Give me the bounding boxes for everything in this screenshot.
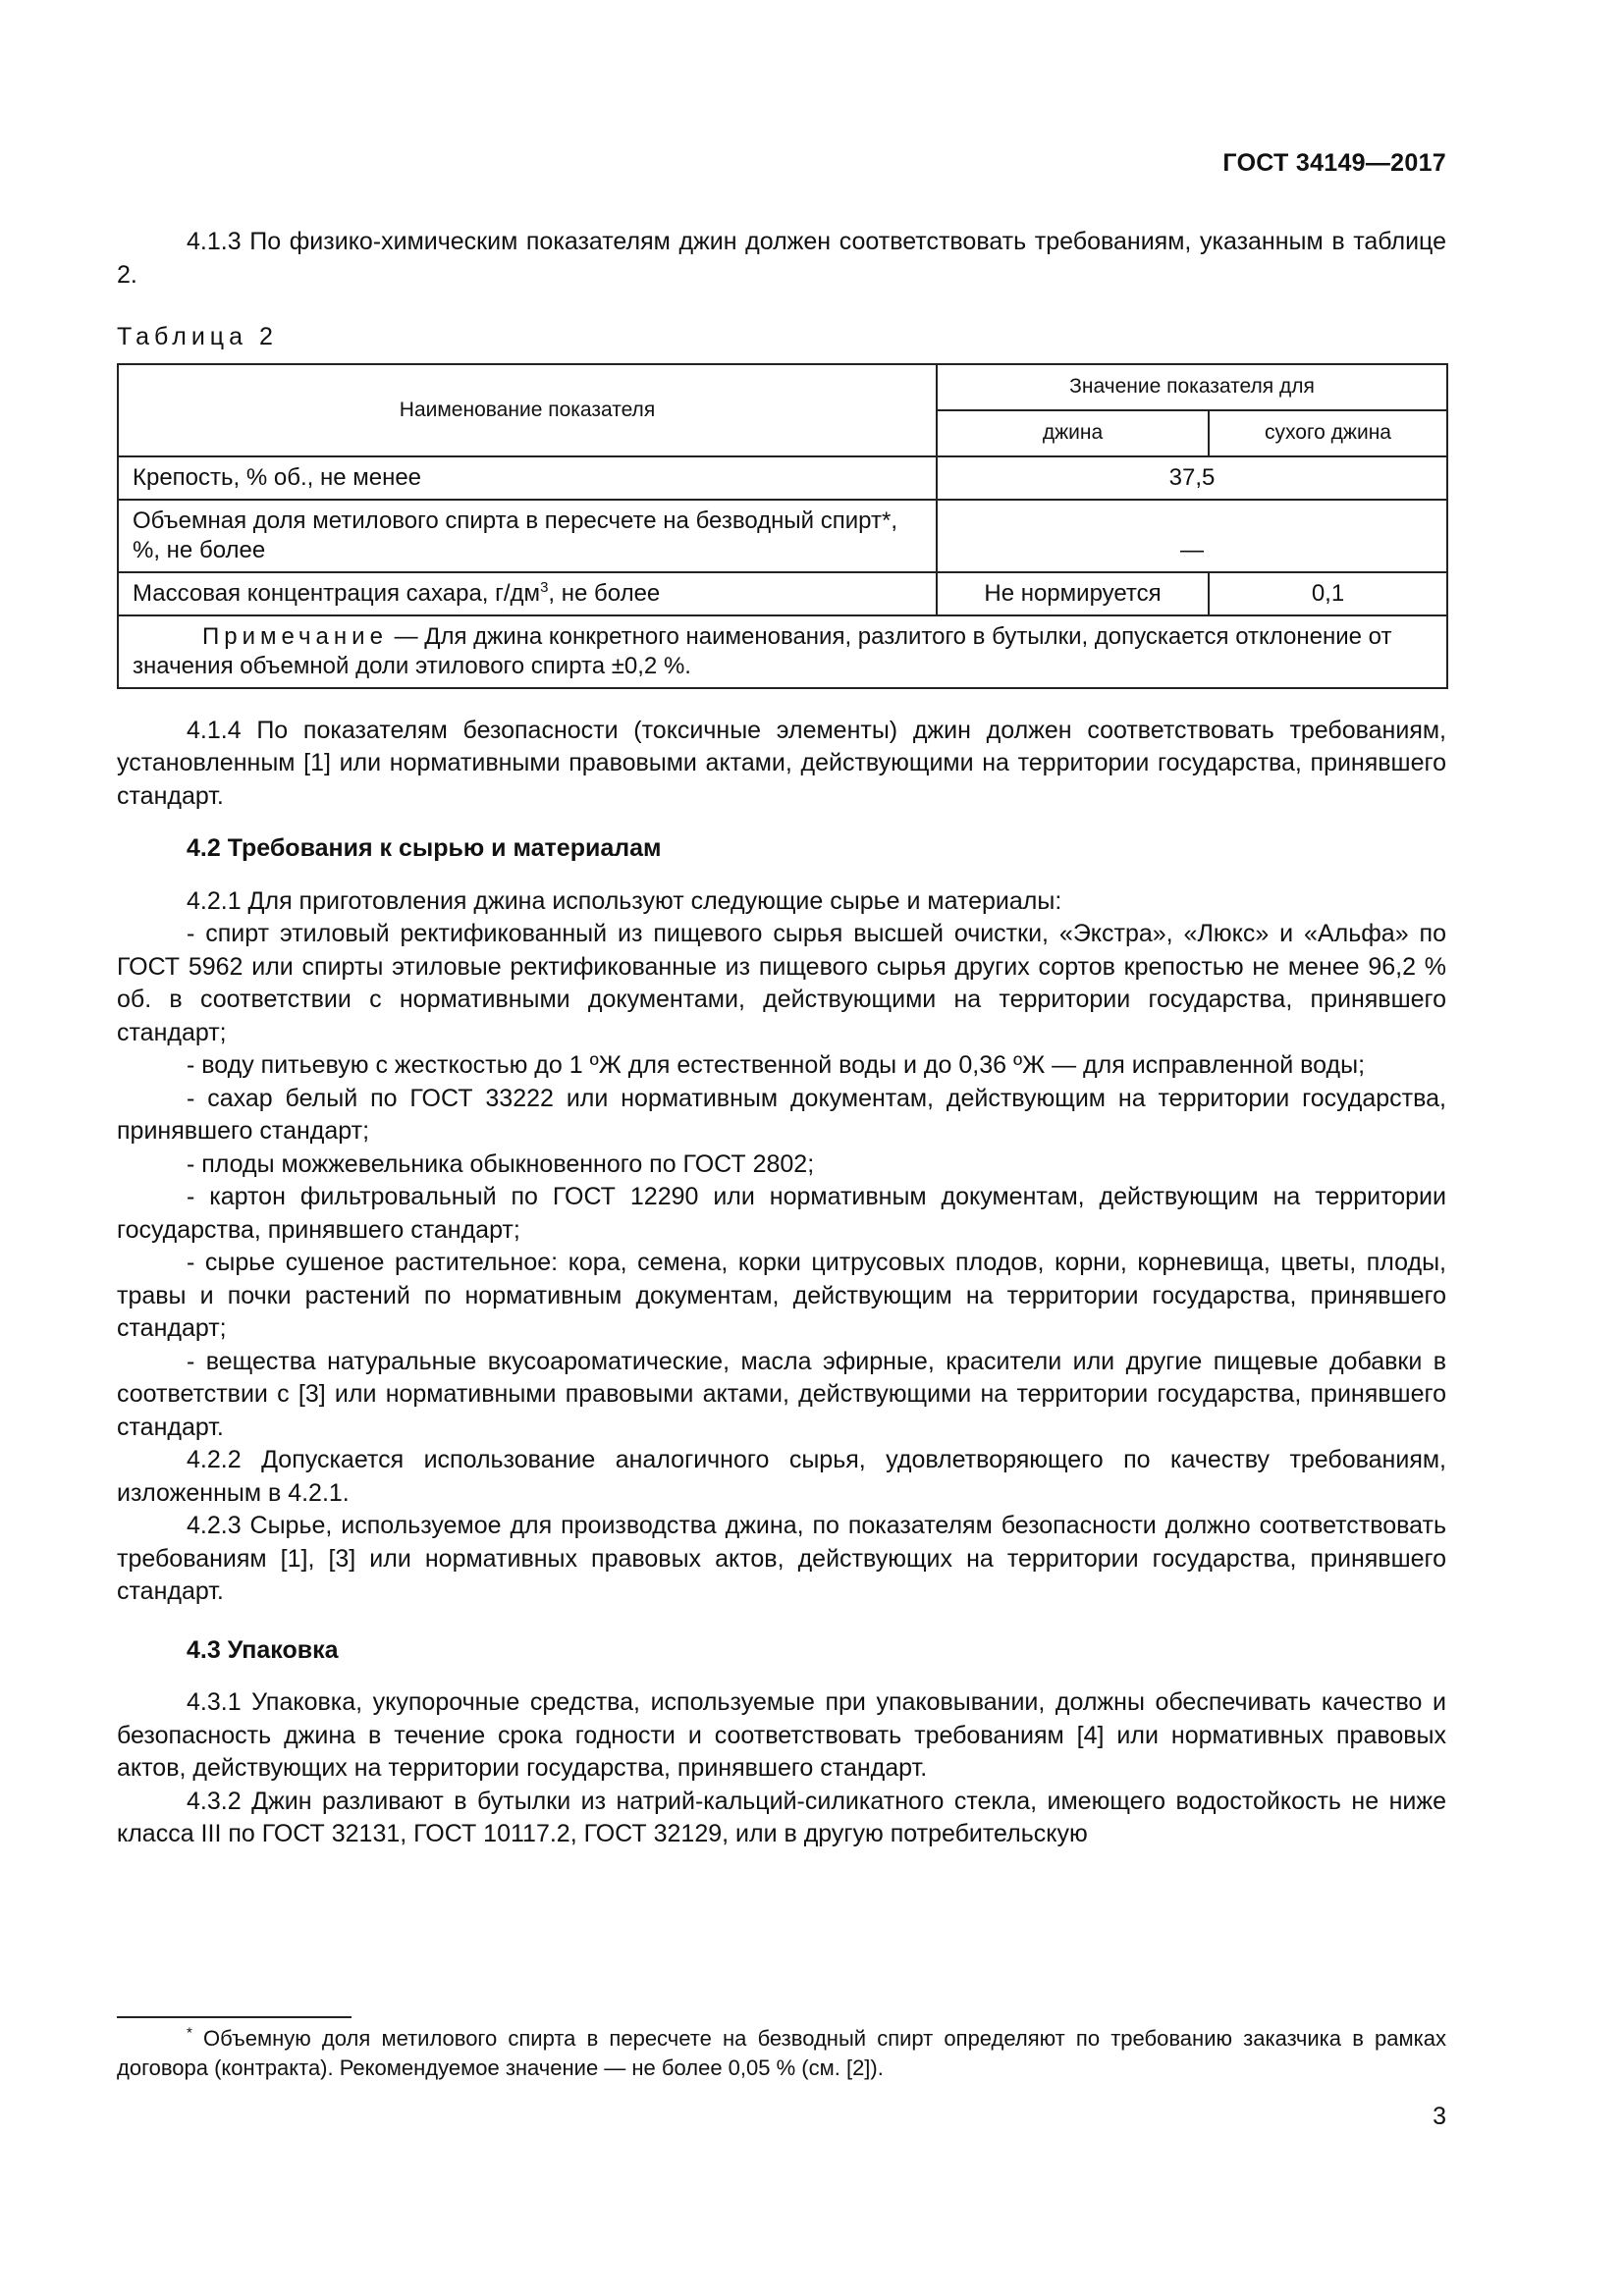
- footnote-text: Объемную доля метилового спирта в пересчете на безводный спирт определяют по требованию заказчика в рамках договора (контракта). Рекомендуемое значение — не более 0,05 % (см. [2]).: [117, 2026, 1446, 2080]
- table-header-row: [118, 364, 1447, 410]
- document-header: ГОСТ 34149—2017: [1222, 149, 1446, 177]
- header-dry-gin: сухого джина: [1209, 410, 1447, 456]
- row-methanol-name: Объемная доля метилового спирта в пересчете на безводный спирт*, %, не более: [118, 500, 937, 572]
- table-row: [118, 572, 1447, 615]
- row-strength-value: 37,5: [937, 456, 1447, 500]
- row-methanol-value: —: [937, 500, 1447, 572]
- row-sugar-name: [118, 572, 937, 615]
- section-heading-4-2: 4.2 Требования к сырью и материалам: [187, 834, 662, 862]
- row-sugar-name-tail: , не более: [548, 579, 661, 607]
- list-item: - плоды можжевельника обыкновенного по ГОСТ 2802;: [187, 1149, 815, 1178]
- paragraph-4-2-3: 4.2.3 Сырье, используемое для производства джина, по показателям безопасности должно соответствовать требованиям [1], [3] или нормативных правовых актов, действующих на территории государства, принявшего стандарт.: [117, 1512, 1446, 1605]
- list-item: - сахар белый по ГОСТ 33222 или нормативным документам, действующим на территории государства, принявшего стандарт;: [117, 1084, 1446, 1145]
- section-heading-4-3: 4.3 Упаковка: [187, 1635, 339, 1664]
- footnote-mark: *: [187, 2024, 192, 2042]
- table-note: [118, 615, 1447, 688]
- table-2: [117, 363, 1448, 689]
- paragraph-4-1-4: 4.1.4 По показателям безопасности (токсичные элементы) джин должен соответствовать требованиям, установленным [1] или нормативными правовыми актами, действующими на территории государства, принявшего стандарт.: [117, 716, 1446, 810]
- paragraph-4-2-1: 4.2.1 Для приготовления джина используют следующие сырье и материалы:: [187, 886, 1062, 915]
- header-indicator-name: Наименование показателя: [118, 364, 937, 456]
- page-number: 3: [1433, 2103, 1446, 2130]
- table-row: [118, 500, 1447, 572]
- paragraph-4-1-3: 4.1.3 По физико-химическим показателям джин должен соответствовать требованиям, указанным в таблице 2.: [117, 228, 1446, 289]
- document-body: [117, 226, 1446, 1851]
- row-sugar-name-sup: 3: [540, 578, 549, 596]
- table-caption: Таблица 2: [117, 323, 278, 350]
- row-sugar-gin-value: Не нормируется: [937, 572, 1209, 615]
- note-label: Примечание: [202, 622, 388, 650]
- row-sugar-dry-value: 0,1: [1209, 572, 1447, 615]
- paragraph-4-3-2: 4.3.2 Джин разливают в бутылки из натрий-кальций-силикатного стекла, имеющего водостойкость не ниже класса III по ГОСТ 32131, ГОСТ 10117.2, ГОСТ 32129, или в другую потребительскую: [117, 1787, 1446, 1847]
- row-strength-name: Крепость, % об., не менее: [118, 456, 937, 500]
- paragraph-4-3-1: 4.3.1 Упаковка, укупорочные средства, используемые при упаковывании, должны обеспечивать качество и безопасность джина в течение срока годности и соответствовать требованиям [4] или нормативных правовых актов, действующих на территории государства, принявшего стандарт.: [117, 1688, 1446, 1782]
- list-item: - сырье сушеное растительное: кора, семена, корки цитрусовых плодов, корни, корневища, цветы, плоды, травы и почки растений по нормативным документам, действующим на территории государства, принявшего стандарт;: [117, 1249, 1446, 1342]
- row-sugar-name-text: Массовая концентрация сахара, г/дм: [133, 579, 541, 607]
- table-note-row: [118, 615, 1447, 688]
- list-item: - картон фильтровальный по ГОСТ 12290 или нормативным документам, действующим на территории государства, принявшего стандарт;: [117, 1183, 1446, 1244]
- footnote: [117, 2024, 1446, 2083]
- header-value-group: Значение показателя для: [937, 364, 1447, 410]
- list-item: - спирт этиловый ректификованный из пищевого сырья высшей очистки, «Экстра», «Люкс» и «Альфа» по ГОСТ 5962 или спирты этиловые ректификованные из пищевого сырья других сортов крепостью не менее 96,2 % об. в соответствии с нормативными документами, действующими на территории государства, принявшего стандарт;: [117, 920, 1446, 1046]
- footnote-divider: [117, 2016, 352, 2018]
- paragraph-4-2-2: 4.2.2 Допускается использование аналогичного сырья, удовлетворяющего по качеству требованиям, изложенным в 4.2.1.: [117, 1446, 1446, 1507]
- note-text: — Для джина конкретного наименования, разлитого в бутылки, допускается отклонение от значения объемной доли этилового спирта ±0,2 %.: [133, 622, 1392, 679]
- header-gin: джина: [937, 410, 1209, 456]
- list-item: - вещества натуральные вкусоароматические, масла эфирные, красители или другие пищевые добавки в соответствии с [3] или нормативными правовыми актами, действующими на территории государства, принявшего стандарт.: [117, 1347, 1446, 1441]
- table-row: [118, 456, 1447, 500]
- list-item: - воду питьевую с жесткостью до 1 ºЖ для естественной воды и до 0,36 ºЖ — для исправленной воды;: [187, 1051, 1366, 1079]
